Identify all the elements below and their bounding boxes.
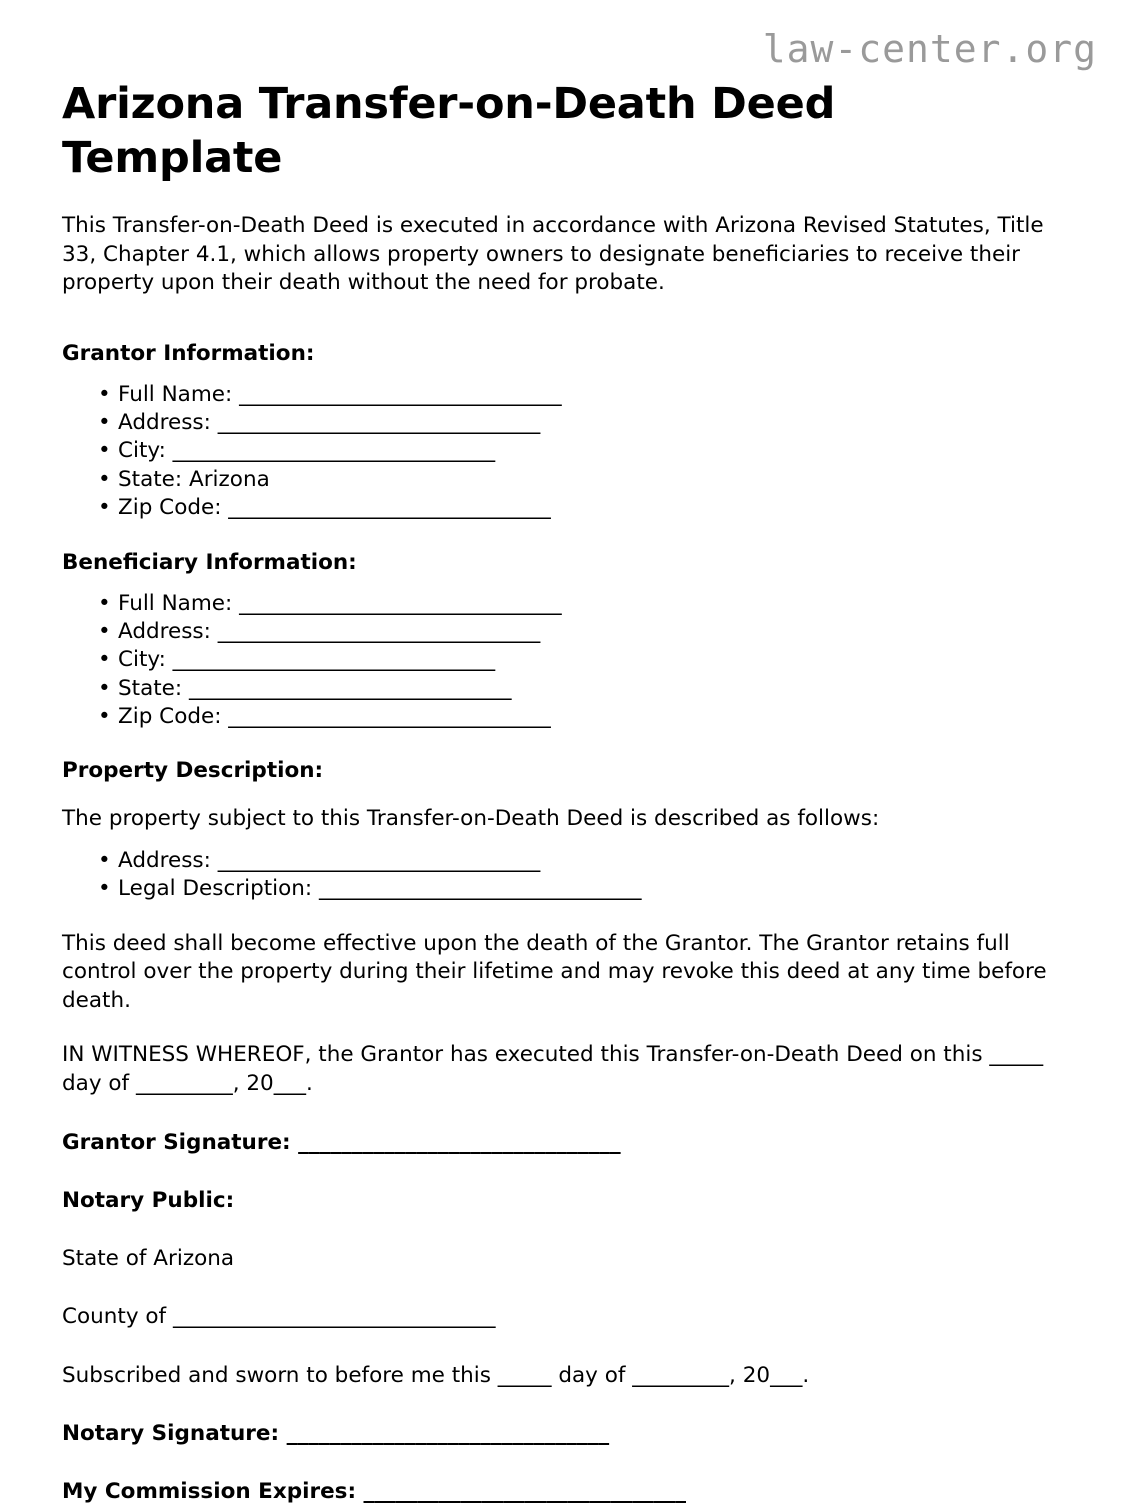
beneficiary-zip-code-field[interactable]: • Zip Code: ______________________________ (118, 703, 1062, 731)
property-field-list (62, 847, 1062, 904)
beneficiary-city-field[interactable]: • City: ______________________________ (118, 646, 1062, 674)
document-body (62, 212, 1062, 1506)
grantor-city-field[interactable]: • City: ______________________________ (118, 437, 1062, 465)
notary-public-heading: Notary Public: (62, 1187, 235, 1213)
witness-paragraph: IN WITNESS WHEREOF, the Grantor has executed this Transfer-on-Death Deed on this _____ day of _________, 20___. (62, 1042, 1044, 1097)
beneficiary-address-field[interactable]: • Address: ______________________________ (118, 618, 1062, 646)
grantor-full-name-field[interactable]: • Full Name: ______________________________ (118, 381, 1062, 409)
grantor-field-list (62, 381, 1062, 523)
spacer (62, 1332, 1062, 1362)
site-watermark: law-center.org (762, 27, 1097, 71)
spacer (62, 1448, 1062, 1478)
spacer (62, 1015, 1062, 1041)
spacer (62, 1390, 1062, 1420)
property-description-intro: The property subject to this Transfer-on-Death Deed is described as follows: (62, 806, 880, 832)
beneficiary-information-heading: Beneficiary Information: (62, 549, 357, 575)
spacer (62, 1273, 1062, 1303)
intro-paragraph: This Transfer-on-Death Deed is executed in accordance with Arizona Revised Statutes, Title 33, Chapter 4.1, which allows property owners to designate beneficiaries to receive their property upon their death without the need for probate. (62, 213, 1044, 296)
spacer (62, 523, 1062, 549)
spacer (62, 731, 1062, 757)
spacer (62, 1215, 1062, 1245)
grantor-address-field[interactable]: • Address: ______________________________ (118, 409, 1062, 437)
spacer (62, 904, 1062, 930)
spacer (62, 1157, 1062, 1187)
spacer (62, 320, 1062, 340)
notary-commission-expires-line[interactable]: My Commission Expires: ______________________________ (62, 1479, 687, 1505)
notary-signature-line[interactable]: Notary Signature: ______________________________ (62, 1421, 610, 1447)
grantor-signature-line[interactable]: Grantor Signature: ______________________________ (62, 1129, 621, 1155)
effective-paragraph: This deed shall become effective upon the death of the Grantor. The Grantor retains full control over the property during their lifetime and may revoke this deed at any time before death. (62, 930, 1047, 1013)
spacer (62, 1099, 1062, 1129)
grantor-information-heading: Grantor Information: (62, 340, 315, 366)
intro-paragraph-block (62, 212, 1062, 298)
beneficiary-full-name-field[interactable]: • Full Name: ______________________________ (118, 590, 1062, 618)
grantor-zip-code-field[interactable]: • Zip Code: ______________________________ (118, 494, 1062, 522)
property-description-heading: Property Description: (62, 758, 324, 784)
property-address-field[interactable]: • Address: ______________________________ (118, 847, 1062, 875)
page-title: Arizona Transfer-on-Death Deed Template (62, 79, 836, 183)
beneficiary-state-field[interactable]: • State: ______________________________ (118, 675, 1062, 703)
notary-subscribed-line: Subscribed and sworn to before me this _____ day of _________, 20___. (62, 1362, 810, 1388)
notary-county-line[interactable]: County of ______________________________ (62, 1304, 496, 1330)
spacer (62, 785, 1062, 805)
notary-state-line: State of Arizona (62, 1245, 235, 1271)
beneficiary-field-list (62, 590, 1062, 732)
property-legal-description-field[interactable]: • Legal Description: ______________________________ (118, 875, 1062, 903)
grantor-state-field: • State: Arizona (118, 466, 1062, 494)
